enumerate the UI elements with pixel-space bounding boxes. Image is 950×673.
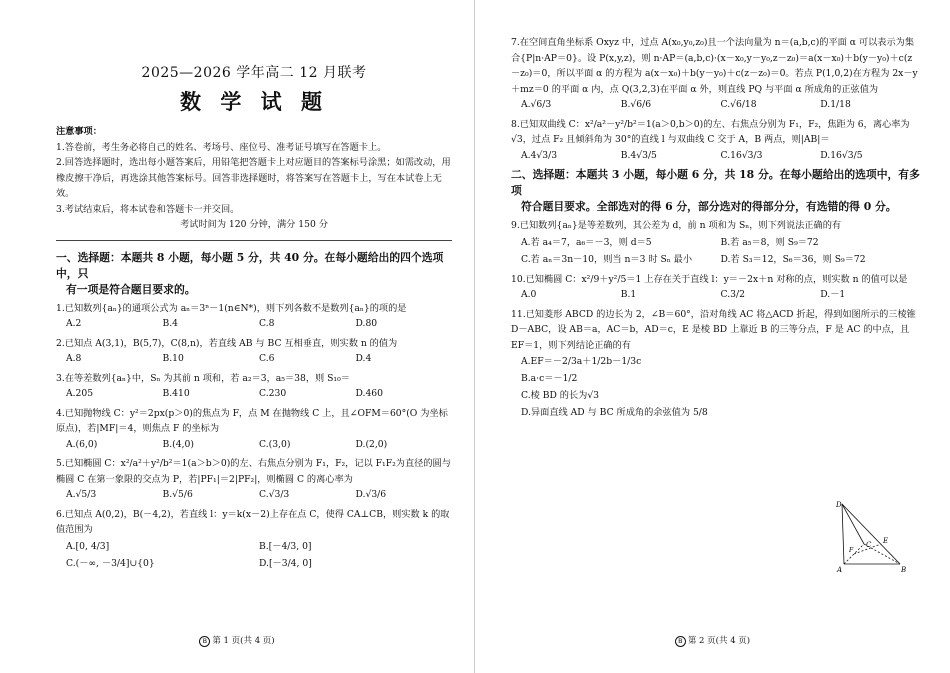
question-1-options — [56, 316, 452, 332]
option: D.若 S₃＝12，S₆＝36，则 S₉＝72 — [720, 253, 866, 265]
pyramid-figure — [834, 500, 914, 575]
question-11: 11.已知菱形 ABCD 的边长为 2，∠B＝60°，沿对角线 AC 将△ACD 折起，得到如图所示的三棱锥 D－ABC，设 AB＝a，AC＝b，AD＝c，E 是棱 BD 上靠近 B 的三等分点，F 是 AC 的中点，且 EF＝1，则下列结论正确的有 — [511, 308, 916, 351]
question-5: 5.已知椭圆 C：x²/a²＋y²/b²＝1(a＞b＞0)的左、右焦点分别为 F₁，F₂，记以 F₁F₂为直径的圆与椭圆 C 在第一象限的交点为 P，若|PF₁|＝2|PF₂|，则椭圆 C 的离心率为 — [56, 458, 451, 485]
question-11-options — [511, 353, 791, 421]
option: B.4 — [162, 318, 179, 329]
label-f: F — [849, 547, 854, 554]
option: B.10 — [162, 353, 184, 364]
label-c: C — [866, 541, 872, 549]
question-6: 6.已知点 A(0,2)，B(－4,2)，若直线 l：y＝k(x－2)上存在点 C，使得 CA⊥CB，则实数 k 的取值范围为 — [56, 508, 450, 535]
option: B.4√3/5 — [620, 149, 657, 161]
option: B.1 — [620, 289, 637, 300]
option: A.[0, 4/3] — [66, 540, 110, 552]
option: A.0 — [521, 289, 537, 300]
option: A.EF＝－2/3a＋1/2b－1/3c — [521, 356, 642, 367]
question-6-options — [56, 538, 452, 572]
question-7-options — [511, 97, 920, 113]
question-3: 3.在等差数列{aₙ}中，Sₙ 为其前 n 项和，若 a₂＝3，a₅＝38，则 S₁₀＝ — [56, 372, 350, 384]
question-4-options — [56, 437, 452, 453]
question-1: 1.已知数列{aₙ}的通项公式为 aₙ＝3ⁿ－1(n∈N*)，则下列各数不是数列{aₙ}的项的是 — [56, 302, 407, 314]
paper-version-mark: B — [199, 636, 210, 647]
option: C.√3/3 — [259, 489, 290, 500]
option: A.205 — [66, 388, 94, 399]
paper-version-mark: B — [675, 636, 686, 647]
exam-title: 2025—2026 学年高二 12 月联考 — [141, 65, 367, 81]
option: B.√6/6 — [620, 99, 652, 110]
option: D.80 — [355, 318, 378, 329]
option: A.4√3/3 — [521, 149, 558, 161]
label-e: E — [883, 537, 889, 545]
notice-3: 3.考试结束后，将本试卷和答题卡一并交回。 — [56, 203, 240, 215]
question-2: 2.已知点 A(3,1)，B(5,7)，C(8,n)，若直线 AB 与 BC 互相垂直，则实数 n 的值为 — [56, 337, 398, 349]
page-2 — [475, 0, 950, 673]
option: C.3/2 — [720, 289, 745, 300]
option: A.√5/3 — [66, 489, 97, 500]
option: B.[－4/3, 0] — [259, 540, 312, 552]
question-4: 4.已知抛物线 C：y²＝2px(p＞0)的焦点为 F，点 M 在抛物线 C 上，且∠OFM＝60°(O 为坐标原点)，若|MF|＝4，则焦点 F 的坐标为 — [56, 407, 448, 434]
option: C.16√3/3 — [720, 149, 763, 161]
option: A.2 — [66, 318, 82, 329]
question-8-options — [511, 148, 920, 164]
subject-title: 数 学 试 题 — [180, 89, 328, 114]
option: D.1/18 — [820, 99, 851, 110]
option: B.410 — [162, 388, 190, 399]
notice-1: 1.答卷前，考生务必将自己的姓名、考场号、座位号、准考证号填写在答题卡上。 — [56, 141, 387, 153]
option: D.460 — [355, 388, 383, 399]
option: B.若 a₅＝8，则 S₉＝72 — [720, 236, 819, 248]
option: A.(6,0) — [66, 438, 98, 450]
question-10-options — [511, 287, 920, 303]
section-1-heading: 一、选择题：本题共 8 小题，每小题 5 分，共 40 分。在每小题给出的四个选项中，只 有一项是符合题目要求的。 — [56, 250, 444, 296]
label-b: B — [901, 566, 907, 574]
page-footer: B 第 2 页(共 4 页) — [475, 634, 950, 647]
option: C.230 — [259, 388, 287, 399]
page-footer: B 第 1 页(共 4 页) — [0, 634, 474, 647]
section-2-heading: 二、选择题：本题共 3 小题，每小题 6 分，共 18 分。在每小题给出的选项中，有多项 符合题目要求。全部选对的得 6 分，部分选对的得部分分，有选错的得 0 分。 — [511, 168, 920, 213]
question-2-options — [56, 351, 452, 367]
label-a: A — [837, 566, 843, 574]
option: C.棱 BD 的长为√3 — [521, 390, 600, 401]
question-10: 10.已知椭圆 C：x²/9＋y²/5＝1 上存在关于直线 l：y＝－2x＋n 对称的点，则实数 n 的值可以是 — [511, 273, 908, 285]
time-note: 考试时间为 120 分钟，满分 150 分 — [180, 219, 328, 230]
label-d: D — [836, 501, 842, 509]
option: C.√6/18 — [720, 99, 757, 110]
option: A.8 — [66, 353, 82, 364]
option: D.(2,0) — [355, 438, 388, 450]
option: B.√5/6 — [162, 489, 193, 500]
option: B.(4,0) — [162, 438, 194, 450]
option: C.6 — [259, 353, 275, 364]
option: A.若 a₄＝7，a₆＝－3，则 d＝5 — [521, 236, 652, 248]
option: C.8 — [259, 318, 275, 329]
question-3-options — [56, 386, 452, 402]
question-7: 7.在空间直角坐标系 Oxyz 中，过点 A(x₀,y₀,z₀)且一个法向量为 n＝(a,b,c)的平面 α 可以表示为集合{P|n·AP＝0}。设 P(x,y,z)，则 n·AP＝(a,b,c)·(x－x₀,y－y₀,z－z₀)＝a(x－x₀)＋b(y－y₀)＋c(z－z₀)＝0，所以平面 α 的方程为 a(x－x₀)＋b(y－y₀)＋c(z－z₀)＝0。若点 P(1,0,2)在方程为 2x－y＋mz＝0 的平面 α 内，点 Q(3,2,3)在平面 α 外，则直线 PQ 与平面 α 所成角的正弦值为 — [511, 37, 918, 95]
option: D.16√3/5 — [820, 149, 863, 161]
option: C.(－∞, －3/4]∪{0} — [66, 557, 155, 569]
question-9: 9.已知数列{aₙ}是等差数列，其公差为 d，前 n 项和为 Sₙ，则下列说法正确的有 — [511, 220, 842, 231]
notice-2: 2.回答选择题时，选出每小题答案后，用铅笔把答题卡上对应题目的答案标号涂黑；如需改动，用橡皮擦干净后，再选涂其他答案标号。回答非选择题时，将答案写在答题卡上，写在本试卷上无效。 — [56, 157, 451, 199]
question-5-options — [56, 487, 452, 503]
divider — [56, 240, 452, 241]
option: B.a·c＝－1/2 — [521, 373, 578, 384]
notice-title: 注意事项： — [56, 126, 102, 137]
question-8: 8.已知双曲线 C：x²/a²－y²/b²＝1(a＞0,b＞0)的左、右焦点分别为 F₁，F₂，焦距为 6，离心率为√3，过点 F₂ 且倾斜角为 30°的直线 l 与双曲线 C 交于 A，B 两点，则|AB|＝ — [511, 118, 910, 145]
option: A.√6/3 — [521, 99, 552, 110]
question-9-options — [511, 234, 920, 268]
option: D.－1 — [820, 289, 846, 300]
option: C.(3,0) — [259, 438, 291, 450]
option: D.异面直线 AD 与 BC 所成角的余弦值为 5/8 — [521, 407, 708, 418]
option: C.若 aₙ＝3n－10，则当 n＝3 时 Sₙ 最小 — [521, 253, 693, 265]
option: D.[－3/4, 0] — [259, 557, 312, 569]
option: D.√3/6 — [355, 489, 387, 500]
option: D.4 — [355, 353, 372, 364]
